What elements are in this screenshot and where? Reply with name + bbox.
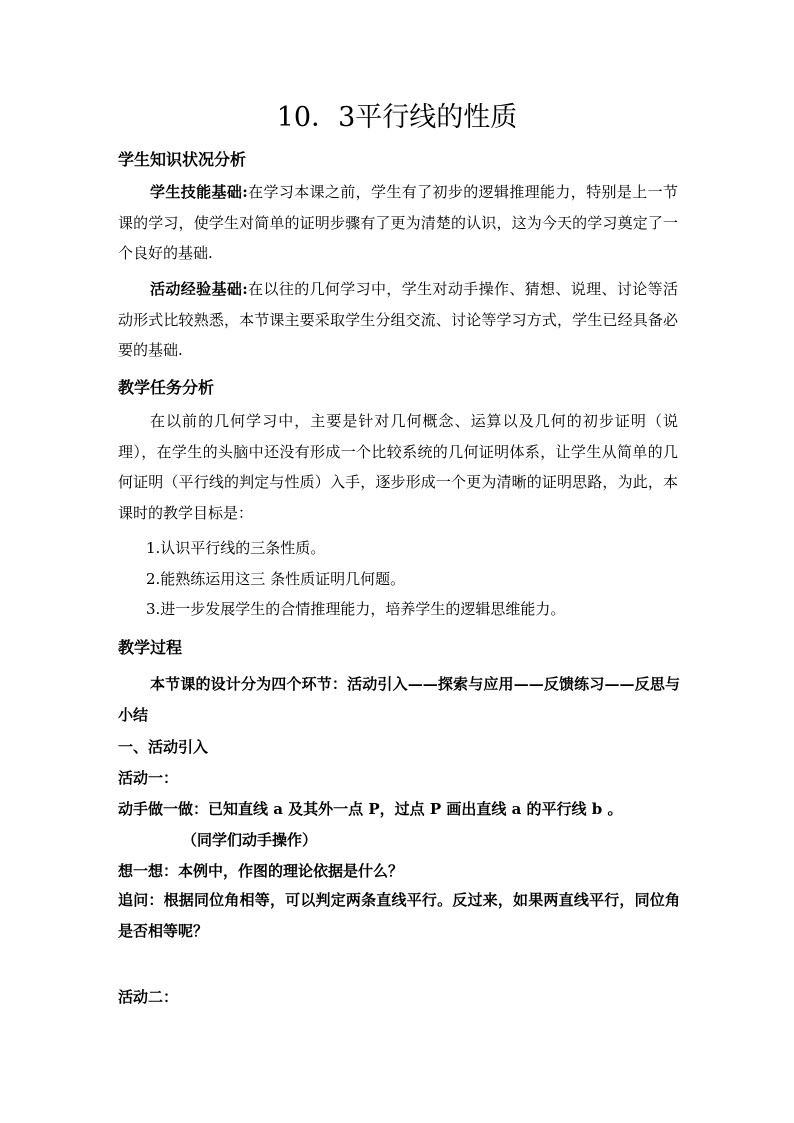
- label-activity-basis: 活动经验基础:: [150, 280, 248, 298]
- hands-on-note: （同学们动手操作）: [182, 831, 318, 849]
- section-heading-student-analysis: 学生知识状况分析: [118, 150, 247, 169]
- label-skill-basis: 学生技能基础:: [150, 183, 248, 201]
- paragraph-task-analysis: 在以前的几何学习中，主要是针对几何概念、运算以及几何的初步证明（说理），在学生的头脑中还没有形成一个比较系统的几何证明体系，让学生从简单的几何证明（平行线的判定与性质）入手，逐步形成一个更为清晰的证明思路，为此，本课时的教学目标是：: [118, 412, 678, 522]
- paragraph-skill-basis: [118, 177, 678, 269]
- activity-one-label: 活动一：: [118, 769, 179, 787]
- paragraph-process-intro: 本节课的设计分为四个环节：活动引入——探索与应用——反馈练习——反思与小结: [118, 675, 680, 724]
- text-activity-basis: 在以往的几何学习中，学生对动手操作、猜想、说理、讨论等活动形式比较熟悉，本节课主要采取学生分组交流、讨论等学习方式，学生已经具备必要的基础.: [118, 280, 678, 359]
- paragraph-activity-basis: [118, 274, 678, 366]
- page-title: 10．3平行线的性质: [276, 102, 518, 133]
- goal-list: [146, 533, 666, 625]
- activity-two-label: 活动二：: [118, 988, 179, 1006]
- part-heading-activity-intro: 一、活动引入: [118, 738, 209, 756]
- list-item: 1.认识平行线的三条性质。: [146, 539, 326, 557]
- hands-on-task: 动手做一做：已知直线 a 及其外一点 P，过点 P 画出直线 a 的平行线 b 。: [118, 800, 623, 818]
- section-heading-teaching-process: 教学过程: [118, 638, 183, 657]
- list-item: 3.进一步发展学生的合情推理能力，培养学生的逻辑思维能力。: [146, 600, 566, 618]
- list-item: 2.能熟练运用这三 条性质证明几何题。: [146, 569, 406, 588]
- think-question: 想一想：本例中，作图的理论依据是什么？: [118, 862, 404, 880]
- follow-up-question: 追问：根据同位角相等，可以判定两条直线平行。反过来，如果两直线平行，同位角是否相等呢？: [118, 891, 680, 940]
- text-skill-basis: 在学习本课之前，学生有了初步的逻辑推理能力，特别是上一节课的学习，使学生对简单的证明步骤有了更为清楚的认识，这为今天的学习奠定了一个良好的基础.: [118, 183, 678, 262]
- section-heading-task-analysis: 教学任务分析: [118, 378, 215, 397]
